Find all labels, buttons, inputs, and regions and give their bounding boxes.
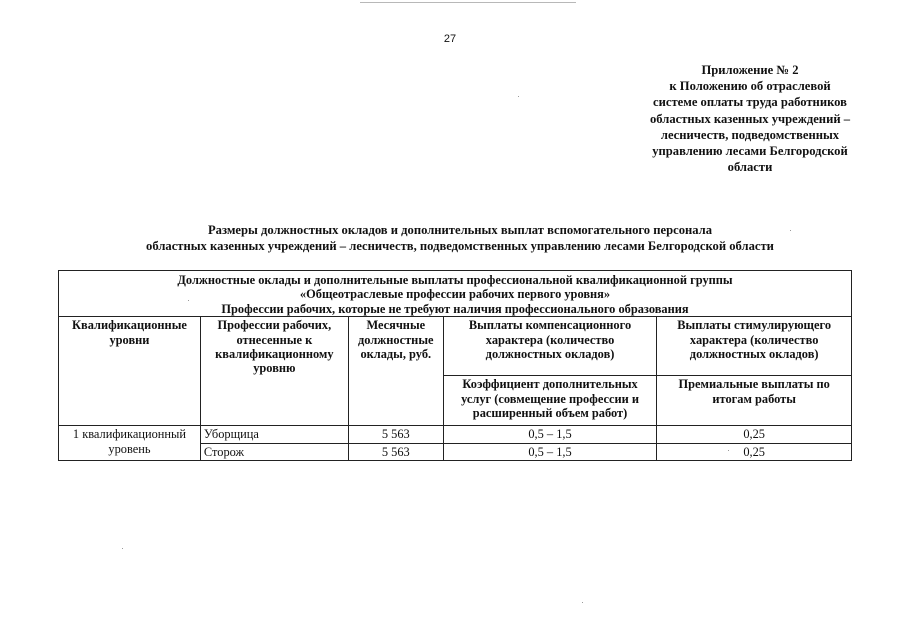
title-line-1: Размеры должностных окладов и дополнительных выплат вспомогательного персонала xyxy=(207,223,713,237)
document-title xyxy=(60,222,860,254)
scan-speck xyxy=(582,602,583,603)
column-header-coefficient: Коэффициент дополнительных услуг (совмещение профессии и расширенный объем работ) xyxy=(443,376,657,426)
table-group-header-row xyxy=(59,271,852,317)
appendix-header xyxy=(632,62,868,175)
appendix-line: системе оплаты труда работников xyxy=(653,95,847,110)
table-row xyxy=(59,426,852,443)
title-line-2: областных казенных учреждений – лесничеств, подведомственных управлению лесами Белгородской области xyxy=(146,239,774,253)
scan-speck xyxy=(188,300,189,301)
group-header-line: Профессии рабочих, которые не требуют наличия профессионального образования xyxy=(221,301,689,316)
column-header-bonus: Премиальные выплаты по итогам работы xyxy=(657,376,852,426)
salary-table xyxy=(58,270,852,461)
profession-cell: Уборщица xyxy=(200,426,348,443)
appendix-line: областных казенных учреждений – xyxy=(649,111,851,126)
scan-edge-line xyxy=(360,2,576,3)
scan-speck xyxy=(728,450,729,451)
salary-cell: 5 563 xyxy=(348,426,443,443)
appendix-line: Приложение № 2 xyxy=(701,63,799,77)
qual-level-cell: 1 квалификационный уровень xyxy=(59,426,201,461)
page-number: 27 xyxy=(443,33,457,45)
scan-speck xyxy=(518,96,519,97)
column-header-qual-levels: Квалификационные уровни xyxy=(59,317,201,426)
column-header-compensation: Выплаты компенсационного характера (количество должностных окладов) xyxy=(443,317,657,376)
coefficient-cell: 0,5 – 1,5 xyxy=(443,426,657,443)
appendix-line: лесничеств, подведомственных xyxy=(660,127,840,142)
bonus-cell: 0,25 xyxy=(657,443,852,460)
group-header-line: «Общеотраслевые профессии рабочих первого уровня» xyxy=(299,287,611,302)
appendix-line: к Положению об отраслевой xyxy=(669,79,831,94)
appendix-line: управлению лесами Белгородской xyxy=(652,144,848,159)
table-column-header-row xyxy=(59,317,852,376)
coefficient-cell: 0,5 – 1,5 xyxy=(443,443,657,460)
group-header-line: Должностные оклады и дополнительные выплаты профессиональной квалификационной группы xyxy=(177,273,733,287)
scan-speck xyxy=(790,230,791,231)
profession-cell: Сторож xyxy=(200,443,348,460)
column-header-professions: Профессии рабочих, отнесенные к квалификационному уровню xyxy=(200,317,348,426)
group-header-cell xyxy=(59,271,852,317)
scan-speck xyxy=(122,548,123,549)
column-header-stimulating: Выплаты стимулирующего характера (количество должностных окладов) xyxy=(657,317,852,376)
appendix-line: области xyxy=(727,160,773,175)
column-header-salaries: Месячные должностные оклады, руб. xyxy=(348,317,443,426)
salary-cell: 5 563 xyxy=(348,443,443,460)
bonus-cell: 0,25 xyxy=(657,426,852,443)
